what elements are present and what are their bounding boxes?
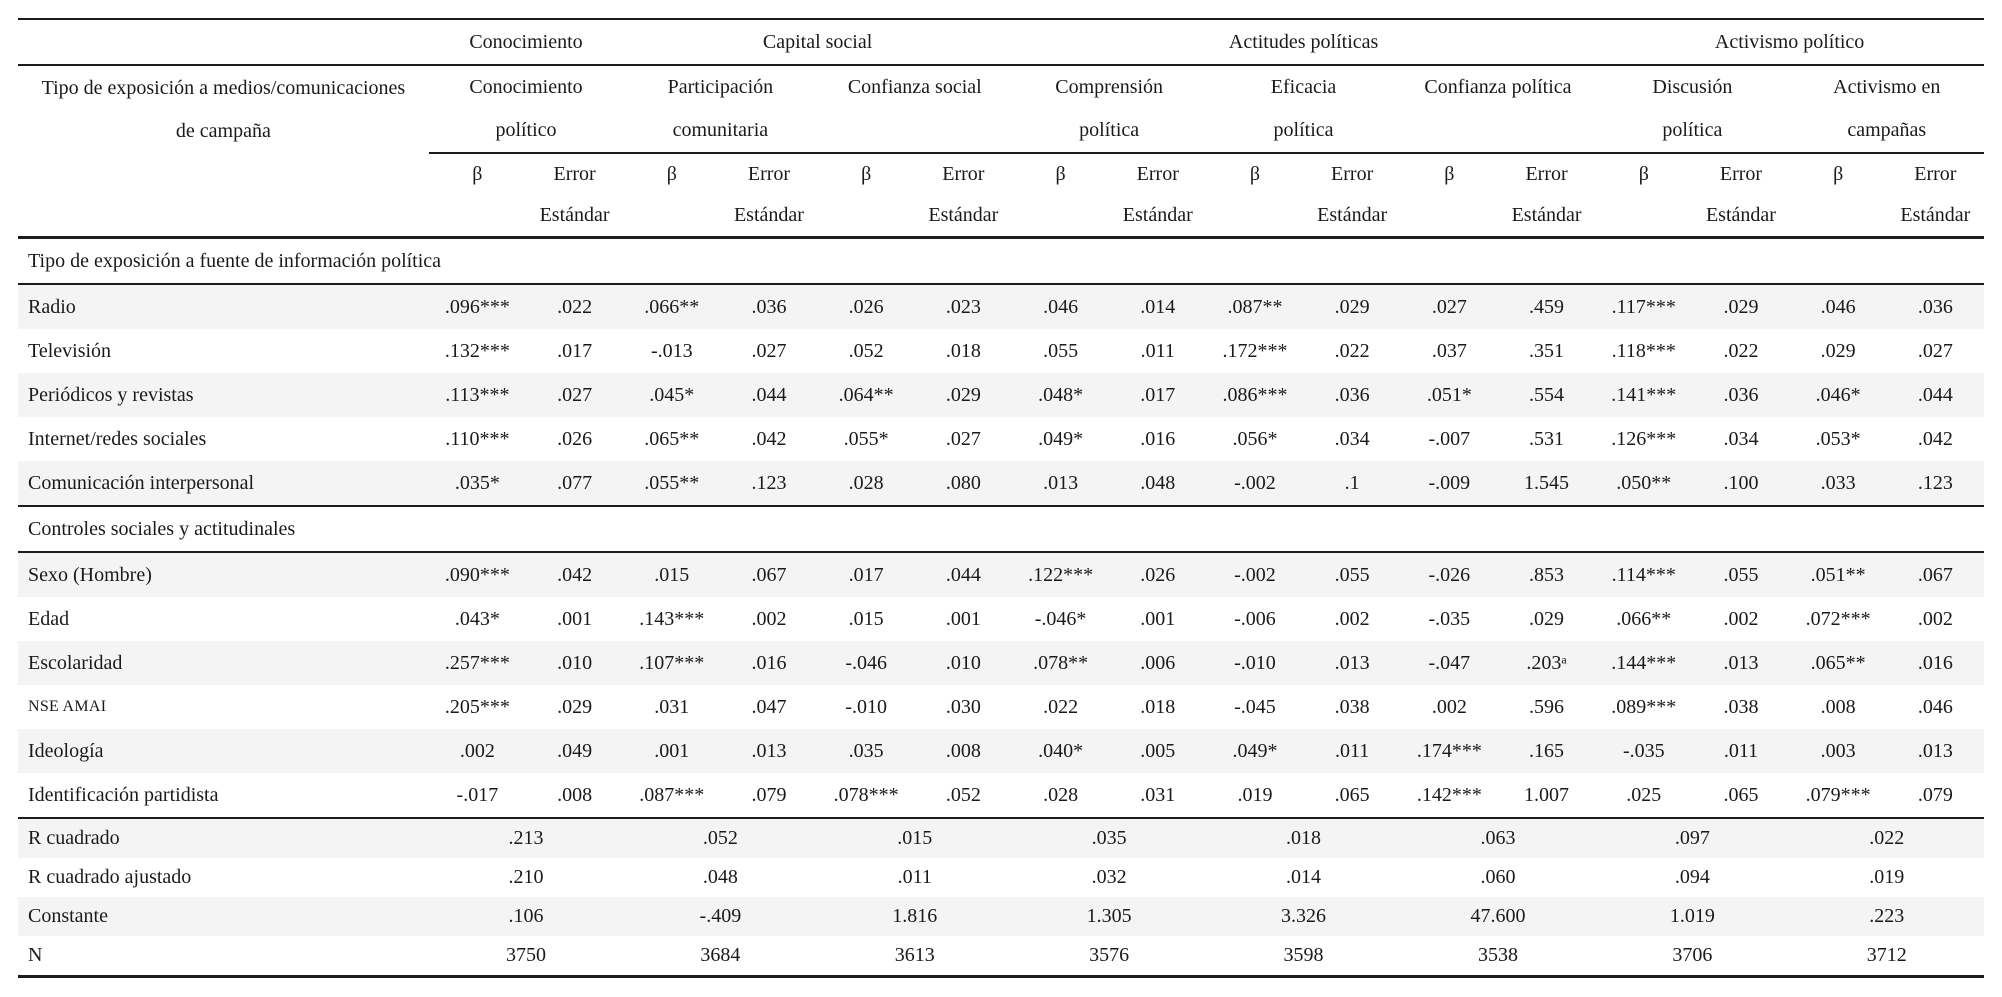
value-cell: .027 [1431,295,1467,318]
section-label: Controles sociales y actitudinales [18,506,1984,552]
error-header: Error Estándar [1304,153,1401,238]
value-cell: .141*** [1611,383,1677,406]
value-cell: .117*** [1611,295,1676,318]
value-cell: .132*** [444,339,510,362]
col-confianza-social: Confianza social [818,65,1012,153]
value-cell: .044 [751,383,787,406]
value-cell: .174*** [1416,739,1482,762]
value-cell: .049* [1232,739,1278,762]
value-cell: .013 [751,739,787,762]
value-cell: .087** [1227,295,1283,318]
col-activismo-en-campanas: Activismo en campañas [1790,65,1984,153]
value-cell: .014 [1140,295,1176,318]
group-conocimiento: Conocimiento [429,19,623,65]
value-cell: .066** [1616,607,1672,630]
section-header-row [18,506,1984,552]
value-cell: .015 [654,563,690,586]
value-cell: .017 [557,339,593,362]
row-label: Escolaridad [28,651,123,674]
value-cell: -.026 [1428,563,1471,586]
value-cell: .013 [1723,651,1759,674]
value-cell: .118*** [1611,339,1676,362]
value-cell: .554 [1529,383,1565,406]
value-cell: .351 [1529,339,1565,362]
value-cell: .017 [1140,383,1176,406]
value-cell: .040* [1038,739,1084,762]
coefficient-row [18,373,1984,417]
value-cell: .035 [1012,818,1206,858]
value-cell: -.035 [1428,607,1471,630]
value-cell: .017 [848,563,884,586]
group-activismo-politico: Activismo político [1595,19,1984,65]
value-cell: .079 [751,783,787,806]
value-cell: .065 [1723,783,1759,806]
coefficient-row [18,284,1984,329]
row-label: Ideología [28,739,104,762]
coefficient-row [18,461,1984,506]
measure-row [18,153,1984,238]
stub-spacer [18,153,429,238]
value-cell: -.035 [1622,739,1665,762]
value-cell: .002 [1431,695,1467,718]
value-cell: .055 [1334,563,1370,586]
beta-header: β [818,153,915,238]
value-cell: .123 [1917,471,1953,494]
error-header: Error Estándar [915,153,1012,238]
value-cell: .016 [1140,427,1176,450]
value-cell: .035 [848,739,884,762]
value-cell: .038 [1334,695,1370,718]
value-cell: .052 [848,339,884,362]
value-cell: .459 [1529,295,1565,318]
value-cell: 3538 [1477,944,1518,966]
col-eficacia-politica: Eficacia política [1206,65,1400,153]
value-cell: .016 [751,651,787,674]
value-cell: 1.545 [1524,471,1570,494]
value-cell: .002 [1917,607,1953,630]
value-cell: .055 [1723,563,1759,586]
value-cell: .008 [1820,695,1856,718]
value-cell: .531 [1529,427,1565,450]
summary-row [18,936,1984,977]
value-cell: .078*** [833,783,899,806]
value-cell: .257*** [444,651,510,674]
col-comprension-politica: Comprensión política [1012,65,1206,153]
value-cell: .113*** [445,383,510,406]
col-discusion-politica: Discusión política [1595,65,1789,153]
value-cell: .043* [454,607,500,630]
value-cell: .053* [1815,427,1861,450]
coefficient-row [18,729,1984,773]
value-cell: .046 [1820,295,1856,318]
value-cell: .079*** [1805,783,1871,806]
value-cell: .015 [818,818,1012,858]
value-cell: .010 [557,651,593,674]
value-cell: .065** [644,427,700,450]
value-cell: .027 [945,427,981,450]
value-cell: .016 [1917,651,1953,674]
row-label: Constante [28,905,108,927]
value-cell: .1 [1344,471,1360,494]
value-cell: 3706 [1672,944,1713,966]
value-cell: .097 [1595,818,1789,858]
value-cell: .018 [1206,818,1400,858]
value-cell: .144*** [1611,651,1677,674]
beta-header: β [623,153,720,238]
value-cell: -.006 [1234,607,1276,630]
error-header: Error Estándar [526,153,623,238]
value-cell: -.010 [1234,651,1276,674]
value-cell: 1.816 [892,905,938,927]
value-cell: 3684 [700,944,741,966]
error-header: Error Estándar [1692,153,1789,238]
value-cell: .034 [1723,427,1759,450]
value-cell: .042 [751,427,787,450]
value-cell: .143*** [639,607,705,630]
value-cell: 3.326 [1281,905,1327,927]
row-label: Radio [28,295,76,318]
row-label: Periódicos y revistas [28,383,194,406]
value-cell: .087*** [639,783,705,806]
value-cell: 3598 [1283,944,1324,966]
value-cell: .086*** [1222,383,1288,406]
value-cell: .044 [1917,383,1953,406]
coefficient-row [18,773,1984,818]
value-cell: .223 [1869,905,1905,927]
row-label: NSE AMAI [28,698,107,715]
value-cell: .172*** [1222,339,1288,362]
value-cell: .126*** [1611,427,1677,450]
value-cell: .019 [1237,783,1273,806]
value-cell: .029 [945,383,981,406]
value-cell: .205*** [444,695,510,718]
value-cell: .065** [1810,651,1866,674]
value-cell: .036 [1334,383,1370,406]
stub-spacer [18,19,429,65]
value-cell: 1.305 [1086,905,1132,927]
value-cell: .094 [1674,866,1710,888]
beta-header: β [429,153,526,238]
value-cell: .030 [945,695,981,718]
coefficient-row [18,329,1984,373]
value-cell: .067 [751,563,787,586]
value-cell: .027 [1917,339,1953,362]
row-label: Internet/redes sociales [28,427,207,450]
value-cell: .005 [1140,739,1176,762]
value-cell: .047 [751,695,787,718]
coefficient-row [18,641,1984,685]
value-cell: -.047 [1428,651,1471,674]
value-cell: .026 [1140,563,1176,586]
value-cell: .006 [1140,651,1176,674]
summary-row [18,818,1984,858]
value-cell: -.002 [1234,471,1276,494]
value-cell: .046* [1815,383,1861,406]
stub-header [18,65,429,153]
value-cell: .033 [1820,471,1856,494]
value-cell: .029 [1820,339,1856,362]
value-cell: .107*** [639,651,705,674]
value-cell: 3750 [505,944,546,966]
summary-row [18,858,1984,897]
value-cell: .003 [1820,739,1856,762]
value-cell: .019 [1869,866,1905,888]
value-cell: .022 [557,295,593,318]
stub-header-line2: de campaña [175,119,271,142]
value-cell: .022 [1043,695,1079,718]
value-cell: -.046* [1034,607,1087,630]
value-cell: -.010 [845,695,887,718]
value-cell: .025 [1626,783,1662,806]
value-cell: .853 [1529,563,1565,586]
row-label: Comunicación interpersonal [28,471,255,494]
value-cell: .122*** [1028,563,1094,586]
value-cell: .078** [1033,651,1089,674]
value-cell: .022 [1790,818,1984,858]
value-cell: .065 [1334,783,1370,806]
coefficient-row [18,685,1984,729]
value-cell: -.017 [456,783,499,806]
value-cell: .064** [838,383,894,406]
value-cell: .027 [557,383,593,406]
error-header: Error Estándar [720,153,817,238]
value-cell: .051* [1426,383,1472,406]
value-cell: .031 [1140,783,1176,806]
value-cell: .001 [945,607,981,630]
value-cell: .213 [429,818,623,858]
value-cell: -.007 [1428,427,1471,450]
value-cell: .023 [945,295,981,318]
value-cell: .029 [1723,295,1759,318]
value-cell: .026 [848,295,884,318]
value-cell: 1.019 [1669,905,1715,927]
value-cell: 47.600 [1470,905,1526,927]
value-cell: .165 [1529,739,1565,762]
value-cell: .029 [1529,607,1565,630]
value-cell: .052 [945,783,981,806]
table-body [18,238,1984,977]
row-label: Televisión [28,339,112,362]
value-cell: .089*** [1611,695,1677,718]
error-header: Error Estándar [1498,153,1595,238]
value-cell: .027 [751,339,787,362]
stub-header-line1: Tipo de exposición a medios/comunicaciones [41,76,406,99]
value-cell: .013 [1334,651,1370,674]
value-cell: .106 [508,905,544,927]
value-cell: .046 [1043,295,1079,318]
row-label: Sexo (Hombre) [28,563,152,586]
value-cell: .079 [1917,783,1953,806]
group-header-row [18,19,1984,65]
value-cell: .011 [1723,739,1759,762]
value-cell: .090*** [444,563,510,586]
value-cell: 3712 [1866,944,1907,966]
value-cell: .014 [1286,866,1322,888]
value-cell: .001 [557,607,593,630]
value-cell: .035* [454,471,500,494]
value-cell: .055 [1043,339,1079,362]
beta-header: β [1206,153,1303,238]
row-label: R cuadrado [18,818,429,858]
value-cell: .044 [945,563,981,586]
value-cell: .110*** [445,427,510,450]
value-cell: .080 [945,471,981,494]
value-cell: .045* [649,383,695,406]
value-cell: .037 [1431,339,1467,362]
value-cell: .051** [1810,563,1866,586]
value-cell: .067 [1917,563,1953,586]
beta-header: β [1790,153,1887,238]
error-header: Error Estándar [1109,153,1206,238]
value-cell: .011 [1335,739,1370,762]
value-cell: .029 [1334,295,1370,318]
value-cell: .036 [1723,383,1759,406]
subheader-row [18,65,1984,153]
col-participacion-comunitaria: Participación comunitaria [623,65,817,153]
group-actitudes-politicas: Actitudes políticas [1012,19,1595,65]
value-cell: .002 [459,739,495,762]
value-cell: .077 [557,471,593,494]
value-cell: .056* [1232,427,1278,450]
value-cell: .055** [644,471,700,494]
value-cell: .072*** [1805,607,1871,630]
value-cell: -.409 [699,905,742,927]
value-cell: .018 [1140,695,1176,718]
value-cell: 1.007 [1524,783,1570,806]
value-cell: .022 [1723,339,1759,362]
value-cell: .011 [897,866,932,888]
value-cell: .001 [1140,607,1176,630]
value-cell: .008 [557,783,593,806]
value-cell: .052 [623,818,817,858]
row-label: Identificación partidista [28,783,219,806]
beta-header: β [1595,153,1692,238]
coefficient-row [18,417,1984,461]
value-cell: .001 [654,739,690,762]
value-cell: .060 [1480,866,1516,888]
value-cell: .002 [751,607,787,630]
value-cell: .100 [1723,471,1759,494]
section-label: Tipo de exposición a fuente de información política [18,238,1984,285]
value-cell: .048* [1038,383,1084,406]
value-cell: .038 [1723,695,1759,718]
coefficient-row [18,552,1984,597]
value-cell: .036 [1917,295,1953,318]
value-cell: .034 [1334,427,1370,450]
value-cell: .055* [843,427,889,450]
value-cell: .029 [557,695,593,718]
value-cell: .010 [945,651,981,674]
value-cell: .066** [644,295,700,318]
value-cell: .015 [848,607,884,630]
value-cell: .142*** [1416,783,1482,806]
value-cell: -.045 [1234,695,1276,718]
value-cell: -.013 [650,339,693,362]
value-cell: -.009 [1428,471,1471,494]
value-cell: .048 [702,866,738,888]
value-cell: .028 [848,471,884,494]
coefficient-row [18,597,1984,641]
value-cell: 3613 [894,944,935,966]
value-cell: .036 [751,295,787,318]
value-cell: .031 [654,695,690,718]
value-cell: 3576 [1089,944,1130,966]
summary-row [18,897,1984,936]
value-cell: .596 [1529,695,1565,718]
value-cell: .050** [1616,471,1672,494]
value-cell: -.002 [1234,563,1276,586]
row-label: N [28,944,43,966]
value-cell: .032 [1091,866,1127,888]
value-cell: .049 [557,739,593,762]
regression-table [18,18,1984,978]
value-cell: .049* [1038,427,1084,450]
value-cell: .063 [1401,818,1595,858]
error-header: Error Estándar [1887,153,1984,238]
value-cell: .096*** [444,295,510,318]
value-cell: .210 [508,866,544,888]
value-cell: .022 [1334,339,1370,362]
row-label: Edad [28,607,70,630]
value-cell: .042 [557,563,593,586]
value-cell: .018 [945,339,981,362]
value-cell: -.046 [845,651,887,674]
value-cell: .203ᵃ [1526,651,1567,674]
col-confianza-politica: Confianza política [1401,65,1595,153]
beta-header: β [1401,153,1498,238]
col-conocimiento-politico: Conocimiento político [429,65,623,153]
beta-header: β [1012,153,1109,238]
section-header-row [18,238,1984,285]
row-label: R cuadrado ajustado [28,866,192,888]
value-cell: .123 [751,471,787,494]
value-cell: .013 [1917,739,1953,762]
value-cell: .011 [1140,339,1175,362]
value-cell: .008 [945,739,981,762]
value-cell: .042 [1917,427,1953,450]
value-cell: .028 [1043,783,1079,806]
value-cell: .026 [557,427,593,450]
value-cell: .013 [1043,471,1079,494]
value-cell: .114*** [1611,563,1676,586]
group-capital-social: Capital social [623,19,1012,65]
value-cell: .046 [1917,695,1953,718]
value-cell: .048 [1140,471,1176,494]
value-cell: .002 [1334,607,1370,630]
value-cell: .002 [1723,607,1759,630]
